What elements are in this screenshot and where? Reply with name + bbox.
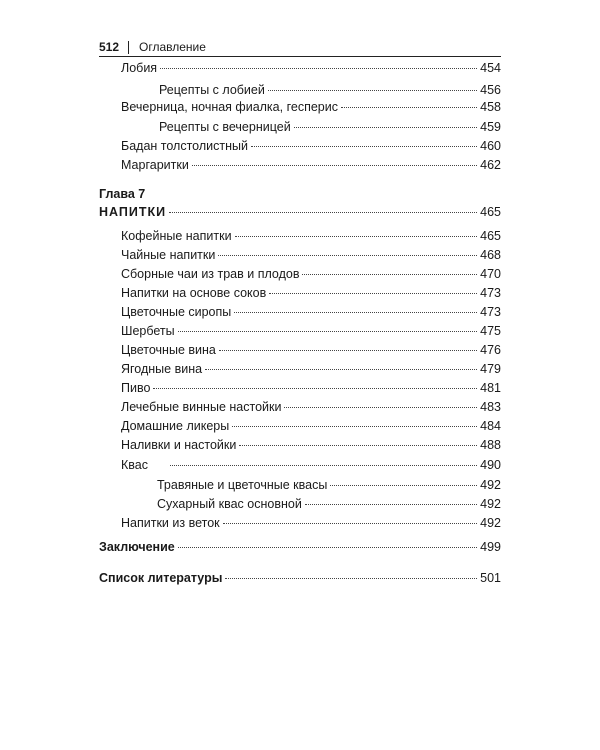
toc-entry[interactable] [121,417,501,435]
toc-entry-label: Заключение [99,540,175,554]
leader-dots [192,165,477,166]
leader-dots [294,127,477,128]
leader-dots [219,350,477,351]
chapter-label: Глава 7 [99,187,146,201]
toc-entry-label: Сборные чаи из трав и плодов [121,267,300,281]
toc-entry-page: 475 [480,324,501,338]
toc-entry[interactable] [121,436,501,454]
toc-entry-page: 470 [480,267,501,281]
toc-entry-label: Рецепты с вечерницей [159,120,291,134]
toc-entry-page: 465 [480,229,501,243]
toc-entry-label: Цветочные вина [121,343,216,357]
toc-entry-page: 492 [480,478,501,492]
toc-entry[interactable] [99,538,501,556]
toc-entry[interactable] [159,81,501,99]
toc-entry-label: Вечерница, ночная фиалка, гесперис [121,100,338,114]
toc-entry[interactable] [159,118,501,136]
toc-entry-page: 456 [480,83,501,97]
page-number: 512 [99,40,120,54]
toc-entry[interactable] [121,514,501,532]
toc-entry-label: Наливки и настойки [121,438,237,452]
leader-dots [235,236,478,237]
toc-entry-page: 458 [480,100,501,114]
toc-entry-label: Квас [121,458,148,472]
toc-entry[interactable] [121,137,501,155]
toc-entry-label: Шербеты [121,324,175,338]
toc-entry-label: Домашние ликеры [121,419,230,433]
toc-entry[interactable] [157,495,501,513]
leader-dots [330,485,477,486]
toc-entry[interactable] [121,303,501,321]
chapter-page: 465 [480,205,501,219]
leader-dots [284,407,477,408]
section-title: Оглавление [139,40,206,54]
leader-dots [341,107,477,108]
toc-entry[interactable] [121,379,501,397]
leader-dots [302,274,477,275]
toc-entry-page: 473 [480,286,501,300]
leader-dots [160,68,477,69]
toc-entry-label: Маргаритки [121,158,189,172]
leader-dots [225,578,477,579]
toc-entry-page: 479 [480,362,501,376]
toc-entry-page: 499 [480,540,501,554]
leader-dots [205,369,477,370]
header-separator [128,41,129,54]
toc-entry-label: Напитки из веток [121,516,220,530]
leader-dots [251,146,477,147]
toc-entry-page: 490 [480,458,501,472]
toc-entry[interactable] [121,322,501,340]
toc-entry-page: 459 [480,120,501,134]
toc-entry[interactable] [121,284,501,302]
toc-entry[interactable] [157,476,501,494]
toc-entry[interactable] [121,98,501,116]
toc-entry-page: 483 [480,400,501,414]
toc-entry-page: 454 [480,61,501,75]
toc-entry[interactable] [121,246,501,264]
leader-dots [218,255,477,256]
toc-entry-label: Рецепты с лобией [159,83,265,97]
leader-dots [234,312,477,313]
toc-entry-page: 476 [480,343,501,357]
toc-entry[interactable] [99,569,501,587]
toc-entry[interactable] [121,59,501,77]
chapter-entry[interactable] [99,203,501,221]
leader-dots [239,445,477,446]
leader-dots [232,426,477,427]
toc-entry-page: 484 [480,419,501,433]
toc-entry-label: Кофейные напитки [121,229,232,243]
leader-dots [153,388,477,389]
toc-entry-label: Пиво [121,381,151,395]
leader-dots [178,547,477,548]
leader-dots [223,523,478,524]
toc-entry[interactable] [121,456,501,474]
toc-entry-label: Сухарный квас основной [157,497,302,511]
leader-dots [269,293,477,294]
leader-dots [169,212,477,213]
toc-entry-page: 460 [480,139,501,153]
toc-entry-page: 481 [480,381,501,395]
running-header [99,38,499,56]
toc-entry[interactable] [121,360,501,378]
toc-entry-page: 462 [480,158,501,172]
toc-entry-label: Чайные напитки [121,248,216,262]
toc-entry-page: 473 [480,305,501,319]
toc-entry-label: Ягодные вина [121,362,203,376]
toc-entry-page: 488 [480,438,501,452]
toc-entry[interactable] [121,156,501,174]
toc-entry-label: Цветочные сиропы [121,305,232,319]
leader-dots [305,504,477,505]
toc-entry-label: Травяные и цветочные квасы [157,478,328,492]
chapter-title: НАПИТКИ [99,205,167,219]
header-rule [99,56,501,57]
toc-entry-label: Лечебные винные настойки [121,400,282,414]
toc-entry-label: Лобия [121,61,158,75]
toc-entry[interactable] [121,341,501,359]
leader-dots [170,465,477,466]
toc-entry[interactable] [121,227,501,245]
leader-dots [268,90,477,91]
toc-entry[interactable] [121,398,501,416]
toc-entry-label: Напитки на основе соков [121,286,267,300]
toc-entry-page: 492 [480,516,501,530]
toc-entry[interactable] [121,265,501,283]
toc-entry-page: 492 [480,497,501,511]
toc-entry-label: Список литературы [99,571,223,585]
toc-entry-page: 468 [480,248,501,262]
toc-entry-page: 501 [480,571,501,585]
toc-entry-label: Бадан толстолистный [121,139,248,153]
leader-dots [178,331,478,332]
